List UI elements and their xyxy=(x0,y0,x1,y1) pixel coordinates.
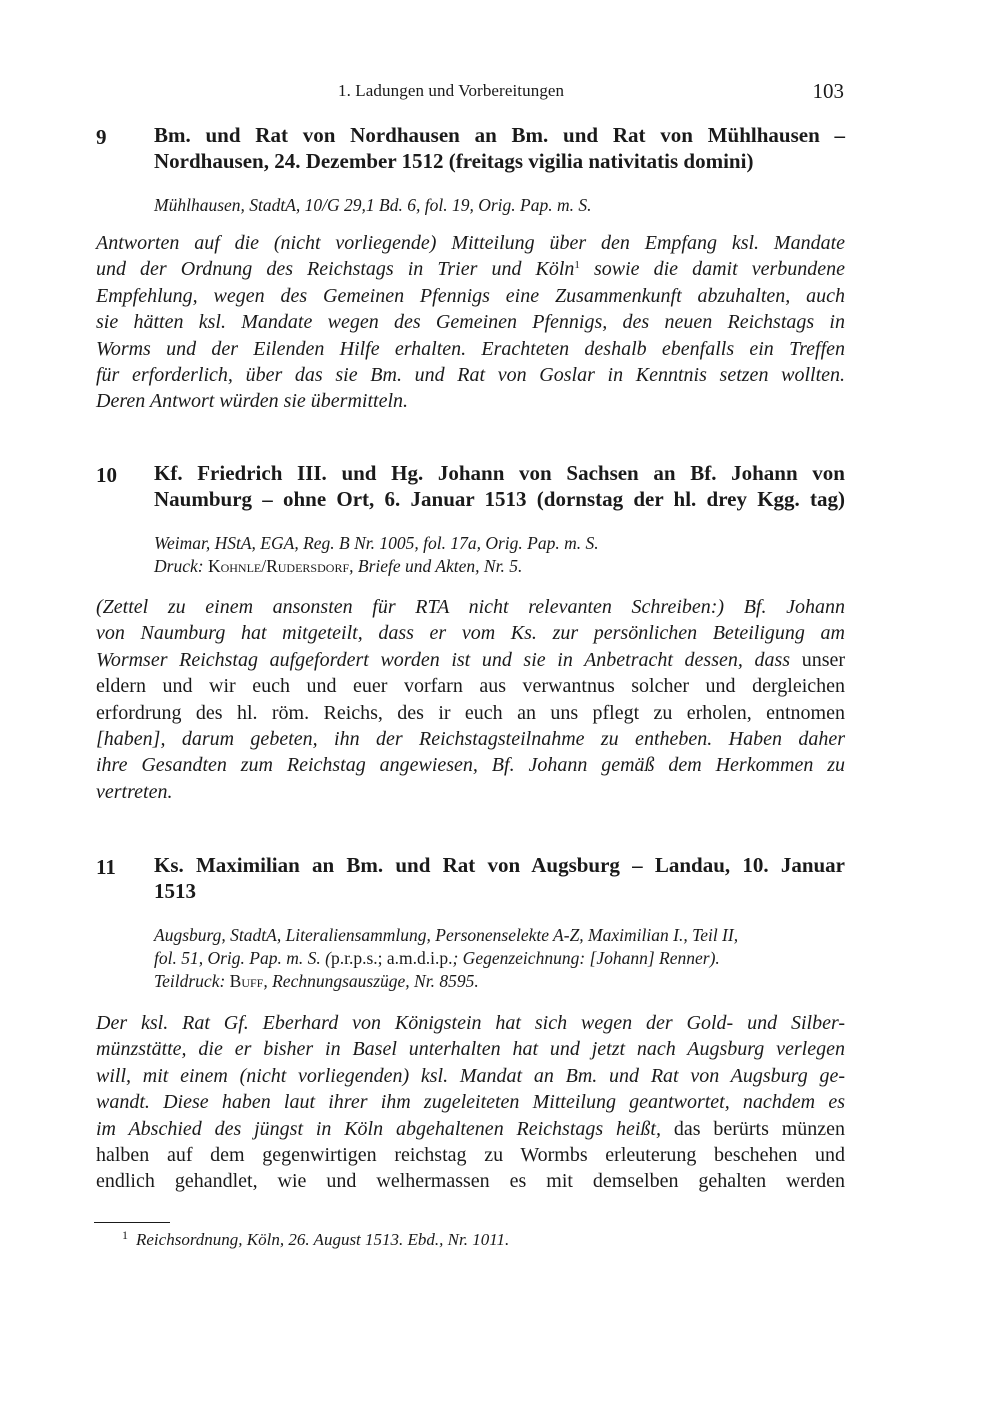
entry-title xyxy=(154,852,845,904)
regest-line: wandt. Diese haben laut ihrer ihm zugeleiteten Mitteilung geantwortet, nachdem es xyxy=(96,1091,845,1114)
entry-number: 9 xyxy=(96,125,107,149)
archival-source xyxy=(154,194,845,217)
entry-title xyxy=(154,460,845,512)
source-line: fol. 51, Orig. Pap. m. S. (p.r.p.s.; a.m.d.i.p.; Gegenzeichnung: [Johann] Renner). xyxy=(154,948,720,968)
partial-print-reference: Teildruck: Buff, Rechnungsauszüge, Nr. 8595. xyxy=(154,971,479,991)
quotation: das berürts münzen xyxy=(673,1117,846,1140)
entry-number: 11 xyxy=(96,855,116,879)
regest-line: Der ksl. Rat Gf. Eberhard von Königstein hat sich wegen der Gold- und Silber- xyxy=(96,1012,845,1034)
regest-line: für erforderlich, über das sie Bm. und Rat von Goslar in Kenntnis setzen wollten. xyxy=(96,363,845,386)
regest xyxy=(96,1010,845,1195)
title-line: Bm. und Rat von Nordhausen an Bm. und Rat von Mühlhausen – xyxy=(154,123,845,147)
quotation-line: halben auf dem gegenwirtigen reichstag zu Wormbs erleuterung beschehen und xyxy=(96,1143,845,1166)
regest xyxy=(96,594,845,805)
source-line: Mühlhausen, StadtA, 10/G 29,1 Bd. 6, fol. 19, Orig. Pap. m. S. xyxy=(154,195,592,215)
archival-source xyxy=(154,532,845,578)
author-smallcaps: Buff xyxy=(229,971,264,991)
chancery-note: p.r.p.s.; a.m.d.i.p. xyxy=(330,948,453,968)
quotation-line: endlich gehandlet, wie und welhermassen es mit demselben gehalten werden xyxy=(96,1170,845,1193)
quotation-line: eldern und wir euch und euer vorfarn aus verwantnus solcher und dergleichen xyxy=(96,675,845,698)
regest-line: und der Ordnung des Reichstags in Trier und Köln$^1$ sowie die damit verbundene xyxy=(96,258,846,281)
title-line: Kf. Friedrich III. und Hg. Johann von Sachsen an Bf. Johann von xyxy=(154,461,845,485)
regest-line: im Abschied des jüngst in Köln abgehaltenen Reichstags heißt, das berürts münzen xyxy=(96,1117,846,1140)
regest-line: [haben], darum gebeten, ihn der Reichstagsteilnahme zu entheben. Haben daher xyxy=(96,727,845,750)
archival-source xyxy=(154,924,845,993)
footnote-ref[interactable]: 1 xyxy=(574,259,580,272)
running-head: 1. Ladungen und Vorbereitungen xyxy=(338,81,565,100)
quotation: unser xyxy=(801,648,846,671)
title-line: Nordhausen, 24. Dezember 1512 (freitags vigilia nativitatis domini) xyxy=(154,149,754,173)
entry-title xyxy=(154,122,845,174)
regest-line: sie hätten ksl. Mandate wegen des Gemeinen Pfennigs, des neuen Reichstags in xyxy=(96,311,845,334)
regest-line: (Zettel zu einem ansonsten für RTA nicht relevanten Schreiben:) Bf. Johann xyxy=(96,596,845,618)
regest-line: vertreten. xyxy=(96,780,173,803)
regest-line: Antworten auf die (nicht vorliegende) Mitteilung über den Empfang ksl. Mandate xyxy=(96,232,845,254)
regest-line: will, mit einem (nicht vorliegenden) ksl. Mandat an Bm. und Rat von Augsburg ge- xyxy=(96,1064,845,1087)
regest-line: Worms und der Eilenden Hilfe erhalten. Erachteten deshalb ebenfalls ein Treffen xyxy=(96,337,845,360)
footnote-mark: 1 xyxy=(122,1228,128,1242)
regest xyxy=(96,230,845,415)
author-smallcaps: Kohnle/Rudersdorf xyxy=(207,556,350,576)
quotation-line: erfordrung des hl. röm. Reichs, des ir euch an uns pflegt zu erholen, entnomen xyxy=(96,701,845,724)
source-line: Weimar, HStA, EGA, Reg. B Nr. 1005, fol. 17a, Orig. Pap. m. S. xyxy=(154,533,599,553)
title-line: Ks. Maximilian an Bm. und Rat von Augsburg – Landau, 10. Januar xyxy=(154,853,845,877)
regest-line: ihre Gesandten zum Reichstag angewiesen, Bf. Johann gemäß dem Herkommen zu xyxy=(96,754,845,777)
footnote-text: Reichsordnung, Köln, 26. August 1513. Ebd., Nr. 1011. xyxy=(136,1230,510,1249)
regest-line: Deren Antwort würden sie übermitteln. xyxy=(96,390,409,413)
regest-line: Empfehlung, wegen des Gemeinen Pfennigs eine Zusammenkunft abzuhalten, auch xyxy=(96,284,845,307)
page-number: 103 xyxy=(812,79,844,103)
regest-line: münzstätte, die er bisher in Basel unterhalten hat und jetzt nach Augsburg verlegen xyxy=(96,1038,845,1061)
source-line: Augsburg, StadtA, Literaliensammlung, Personenselekte A-Z, Maximilian I., Teil II, xyxy=(154,925,739,945)
entry-number: 10 xyxy=(96,463,117,487)
title-line: 1513 xyxy=(154,879,196,903)
title-line: Naumburg – ohne Ort, 6. Januar 1513 (dornstag der hl. drey Kgg. tag) xyxy=(154,487,845,511)
regest-line: Wormser Reichstag aufgefordert worden ist und sie in Anbetracht dessen, dass unser xyxy=(96,648,846,671)
print-reference: Druck: Kohnle/Rudersdorf, Briefe und Akten, Nr. 5. xyxy=(154,556,523,576)
regest-line: von Naumburg hat mitgeteilt, dass er vom Ks. zur persönlichen Beteiligung am xyxy=(96,622,845,645)
footnote-divider xyxy=(94,1222,170,1223)
footnote xyxy=(122,1228,509,1250)
